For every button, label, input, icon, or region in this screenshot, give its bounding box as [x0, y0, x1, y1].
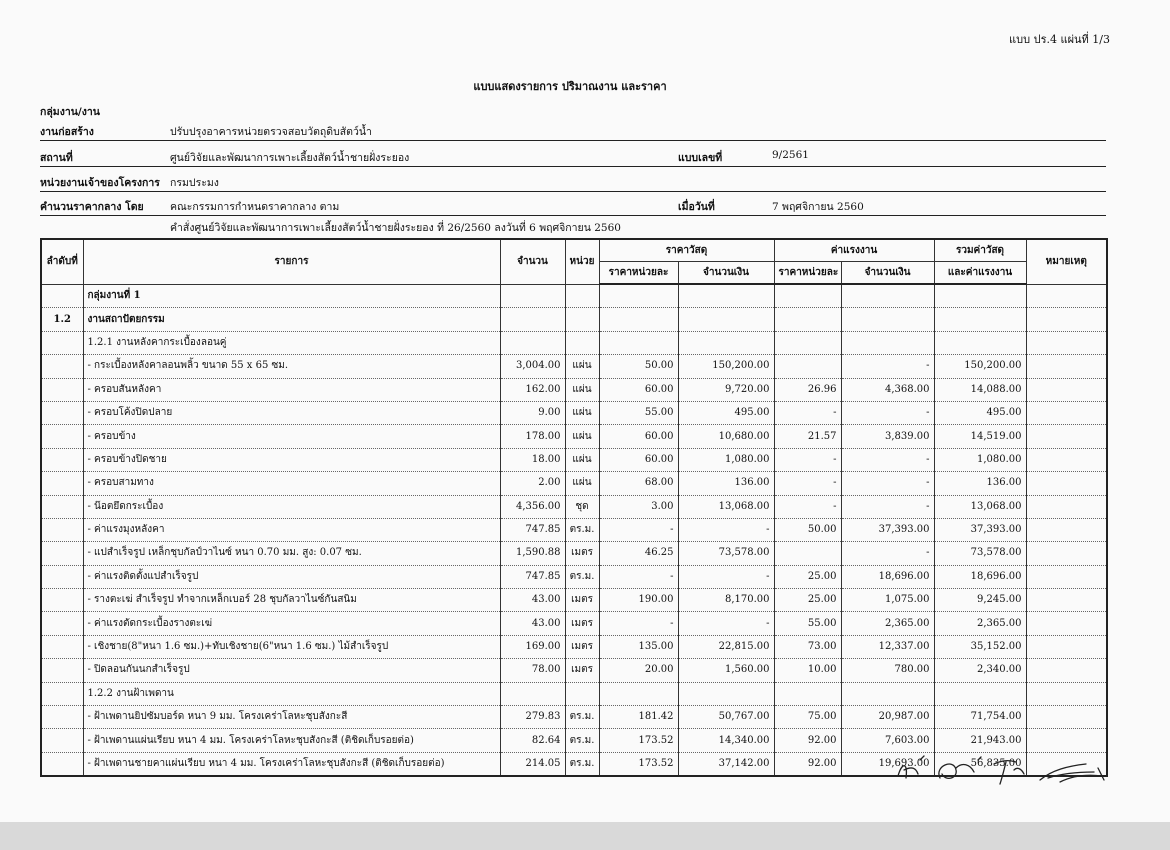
- cell-material-amount: 37,142.00: [678, 752, 774, 776]
- col-header-material-unit-price: ราคาหน่วยละ: [599, 262, 678, 285]
- header-label: สถานที่: [40, 152, 73, 164]
- cell-total-amount: 136.00: [934, 472, 1026, 495]
- cell-unit: ตร.ม.: [565, 565, 599, 588]
- cell-material-amount: 150,200.00: [678, 355, 774, 378]
- cell-material-amount: 1,080.00: [678, 448, 774, 471]
- cell-total-amount: 18,696.00: [934, 565, 1026, 588]
- cell-remark: [1026, 355, 1107, 378]
- cell-unit: แผ่น: [565, 472, 599, 495]
- cell-material-unit-price: 60.00: [599, 425, 678, 448]
- cell-quantity: 169.00: [500, 635, 565, 658]
- cell-remark: [1026, 518, 1107, 541]
- header-label: แบบเลขที่: [678, 152, 723, 164]
- cell-remark: [1026, 565, 1107, 588]
- header-value: กรมประมง: [170, 177, 219, 189]
- cell-material-amount: -: [678, 565, 774, 588]
- table-row: [41, 495, 1107, 518]
- cell-remark: [1026, 706, 1107, 729]
- cell-remark: [1026, 401, 1107, 424]
- cell-item-description: - ปิดลอนกันนกสำเร็จรูป: [83, 659, 500, 682]
- cell-material-amount: 8,170.00: [678, 589, 774, 612]
- col-header-labor: ค่าแรงงาน: [774, 239, 934, 262]
- cell-item-description: - เชิงชาย(8"หนา 1.6 ซม.)+ทับเชิงชาย(6"หนา 1.6 ซม.) ไม้สำเร็จรูป: [83, 635, 500, 658]
- cell-total-amount: 2,365.00: [934, 612, 1026, 635]
- cell-quantity: 78.00: [500, 659, 565, 682]
- cell-total-amount: 71,754.00: [934, 706, 1026, 729]
- cell-material-amount: [678, 331, 774, 354]
- cell-labor-amount: [841, 331, 934, 354]
- cell-labor-amount: 4,368.00: [841, 378, 934, 401]
- cell-material-amount: 9,720.00: [678, 378, 774, 401]
- cell-material-amount: 73,578.00: [678, 542, 774, 565]
- header-value: ศูนย์วิจัยและพัฒนาการเพาะเลี้ยงสัตว์น้ำชายฝั่งระยอง: [170, 152, 410, 164]
- cell-material-unit-price: 173.52: [599, 752, 678, 776]
- cell-row-number: 1.2: [41, 308, 83, 331]
- cell-labor-amount: 12,337.00: [841, 635, 934, 658]
- cell-remark: [1026, 331, 1107, 354]
- col-header-total-sub: และค่าแรงงาน: [934, 262, 1026, 285]
- cell-total-amount: 56,835.00: [934, 752, 1026, 776]
- cell-item-description: - ครอบข้าง: [83, 425, 500, 448]
- cell-labor-unit-price: 26.96: [774, 378, 841, 401]
- cell-item-description: งานสถาปัตยกรรม: [83, 308, 500, 331]
- cell-unit: แผ่น: [565, 355, 599, 378]
- cell-material-amount: 495.00: [678, 401, 774, 424]
- header-label: หน่วยงานเจ้าของโครงการ: [40, 177, 160, 189]
- col-header-unit: หน่วย: [565, 239, 599, 284]
- cell-labor-unit-price: 25.00: [774, 565, 841, 588]
- cell-total-amount: 73,578.00: [934, 542, 1026, 565]
- cell-quantity: 2.00: [500, 472, 565, 495]
- cell-labor-amount: -: [841, 448, 934, 471]
- cell-material-unit-price: 46.25: [599, 542, 678, 565]
- cell-labor-unit-price: -: [774, 472, 841, 495]
- cell-labor-unit-price: 25.00: [774, 589, 841, 612]
- col-header-labor-amount: จำนวนเงิน: [841, 262, 934, 285]
- table-row: [41, 331, 1107, 354]
- cell-item-description: - ฝ้าเพดานชายคาแผ่นเรียบ หนา 4 มม. โครงเคร่าโลหะชุบสังกะสี (ติชิดเก็บรอยต่อ): [83, 752, 500, 776]
- cell-remark: [1026, 448, 1107, 471]
- cell-unit: เมตร: [565, 589, 599, 612]
- cell-row-number: [41, 355, 83, 378]
- cell-row-number: [41, 518, 83, 541]
- header-row-calculator: [40, 193, 1106, 216]
- cell-material-unit-price: 20.00: [599, 659, 678, 682]
- cell-quantity: 9.00: [500, 401, 565, 424]
- cell-labor-amount: -: [841, 401, 934, 424]
- table-row: [41, 448, 1107, 471]
- cell-row-number: [41, 425, 83, 448]
- cell-row-number: [41, 635, 83, 658]
- cell-labor-unit-price: 75.00: [774, 706, 841, 729]
- col-header-item: รายการ: [83, 239, 500, 284]
- col-header-labor-unit-price: ราคาหน่วยละ: [774, 262, 841, 285]
- cell-row-number: [41, 331, 83, 354]
- cell-material-amount: 136.00: [678, 472, 774, 495]
- cell-material-amount: 50,767.00: [678, 706, 774, 729]
- cell-material-amount: 1,560.00: [678, 659, 774, 682]
- cell-item-description: 1.2.1 งานหลังคากระเบื้องลอนคู่: [83, 331, 500, 354]
- cell-labor-unit-price: 50.00: [774, 518, 841, 541]
- cell-labor-amount: 19,693.00: [841, 752, 934, 776]
- table-row: [41, 308, 1107, 331]
- table-row: [41, 518, 1107, 541]
- cell-unit: ตร.ม.: [565, 706, 599, 729]
- cell-total-amount: 9,245.00: [934, 589, 1026, 612]
- signatures-image: [890, 748, 1130, 790]
- cell-unit: เมตร: [565, 659, 599, 682]
- cell-total-amount: 2,340.00: [934, 659, 1026, 682]
- header-label: เมื่อวันที่: [678, 201, 715, 213]
- cell-labor-unit-price: [774, 284, 841, 308]
- table-row: [41, 706, 1107, 729]
- cell-row-number: [41, 752, 83, 776]
- cell-quantity: 18.00: [500, 448, 565, 471]
- cell-labor-unit-price: 21.57: [774, 425, 841, 448]
- cell-unit: ชุด: [565, 495, 599, 518]
- cell-quantity: 178.00: [500, 425, 565, 448]
- cell-unit: ตร.ม.: [565, 518, 599, 541]
- cell-material-amount: -: [678, 518, 774, 541]
- cell-remark: [1026, 589, 1107, 612]
- cell-unit: แผ่น: [565, 425, 599, 448]
- header-value: 9/2561: [772, 149, 809, 161]
- cell-material-amount: 10,680.00: [678, 425, 774, 448]
- cell-material-unit-price: 60.00: [599, 378, 678, 401]
- cell-item-description: - กระเบื้องหลังคาลอนพลิ้ว ขนาด 55 x 65 ซม.: [83, 355, 500, 378]
- cell-row-number: [41, 682, 83, 705]
- cell-labor-unit-price: [774, 682, 841, 705]
- cell-row-number: [41, 284, 83, 308]
- form-number: แบบ ปร.4 แผ่นที่ 1/3: [1009, 33, 1110, 46]
- cell-material-unit-price: 181.42: [599, 706, 678, 729]
- col-header-qty: จำนวน: [500, 239, 565, 284]
- cell-material-unit-price: 173.52: [599, 729, 678, 752]
- cell-quantity: 3,004.00: [500, 355, 565, 378]
- cell-labor-amount: [841, 284, 934, 308]
- cell-material-amount: 13,068.00: [678, 495, 774, 518]
- header-value: 7 พฤศจิกายน 2560: [772, 201, 864, 213]
- cell-labor-amount: -: [841, 355, 934, 378]
- cell-item-description: - ฝ้าเพดานยิปซัมบอร์ด หนา 9 มม. โครงเคร่าโลหะชุบสังกะสี: [83, 706, 500, 729]
- table-header-row: [41, 239, 1107, 262]
- cell-total-amount: 14,519.00: [934, 425, 1026, 448]
- cell-total-amount: 495.00: [934, 401, 1026, 424]
- cell-quantity: [500, 308, 565, 331]
- cell-labor-unit-price: -: [774, 448, 841, 471]
- cell-labor-unit-price: 92.00: [774, 752, 841, 776]
- cell-remark: [1026, 378, 1107, 401]
- cell-material-amount: 14,340.00: [678, 729, 774, 752]
- table-row: [41, 565, 1107, 588]
- cell-quantity: [500, 284, 565, 308]
- cell-labor-unit-price: [774, 542, 841, 565]
- cell-remark: [1026, 682, 1107, 705]
- cell-labor-amount: 780.00: [841, 659, 934, 682]
- cell-unit: เมตร: [565, 542, 599, 565]
- col-header-remark: หมายเหตุ: [1026, 239, 1107, 284]
- cell-material-amount: [678, 682, 774, 705]
- cell-row-number: [41, 542, 83, 565]
- table-row: [41, 682, 1107, 705]
- cell-labor-amount: -: [841, 542, 934, 565]
- cell-item-description: - ค่าแรงติดตั้งแปสำเร็จรูป: [83, 565, 500, 588]
- table-row: [41, 425, 1107, 448]
- cell-item-description: - แปสำเร็จรูป เหล็กชุบกัลป์วาไนซ์ หนา 0.70 มม. สูง: 0.07 ซม.: [83, 542, 500, 565]
- cell-labor-amount: 20,987.00: [841, 706, 934, 729]
- cell-row-number: [41, 706, 83, 729]
- cell-material-unit-price: 190.00: [599, 589, 678, 612]
- cell-quantity: 43.00: [500, 589, 565, 612]
- header-label: งานก่อสร้าง: [40, 126, 94, 138]
- cell-labor-unit-price: [774, 308, 841, 331]
- order-reference: คำสั่งศูนย์วิจัยและพัฒนาการเพาะเลี้ยงสัตว์น้ำชายฝั่งระยอง ที่ 26/2560 ลงวันที่ 6 พฤศจิกายน 2560: [170, 222, 621, 234]
- cell-labor-unit-price: 73.00: [774, 635, 841, 658]
- cell-material-amount: -: [678, 612, 774, 635]
- cell-remark: [1026, 284, 1107, 308]
- cell-unit: เมตร: [565, 612, 599, 635]
- cell-row-number: [41, 565, 83, 588]
- cell-material-unit-price: [599, 308, 678, 331]
- cell-remark: [1026, 659, 1107, 682]
- cell-labor-amount: [841, 308, 934, 331]
- cell-row-number: [41, 659, 83, 682]
- cell-unit: ตร.ม.: [565, 752, 599, 776]
- cell-material-unit-price: 60.00: [599, 448, 678, 471]
- cell-item-description: - ครอบสามทาง: [83, 472, 500, 495]
- cell-quantity: 279.83: [500, 706, 565, 729]
- cell-labor-unit-price: -: [774, 401, 841, 424]
- table-row: [41, 542, 1107, 565]
- cell-remark: [1026, 635, 1107, 658]
- cell-labor-amount: -: [841, 472, 934, 495]
- cell-quantity: 214.05: [500, 752, 565, 776]
- cell-unit: แผ่น: [565, 401, 599, 424]
- cell-total-amount: [934, 682, 1026, 705]
- col-header-material-amount: จำนวนเงิน: [678, 262, 774, 285]
- cell-labor-amount: 3,839.00: [841, 425, 934, 448]
- cell-row-number: [41, 401, 83, 424]
- cell-row-number: [41, 448, 83, 471]
- table-row: [41, 589, 1107, 612]
- cell-item-description: - น๊อตยึดกระเบื้อง: [83, 495, 500, 518]
- cell-labor-unit-price: 92.00: [774, 729, 841, 752]
- cell-total-amount: 150,200.00: [934, 355, 1026, 378]
- cell-material-amount: 22,815.00: [678, 635, 774, 658]
- table-row: [41, 612, 1107, 635]
- cell-item-description: - ครอบข้างปิดชาย: [83, 448, 500, 471]
- cell-unit: ตร.ม.: [565, 729, 599, 752]
- cell-labor-amount: 7,603.00: [841, 729, 934, 752]
- cell-quantity: 747.85: [500, 518, 565, 541]
- cell-row-number: [41, 495, 83, 518]
- cell-total-amount: [934, 284, 1026, 308]
- cell-material-unit-price: -: [599, 565, 678, 588]
- group-label: กลุ่มงาน/งาน: [40, 106, 100, 118]
- cell-total-amount: 37,393.00: [934, 518, 1026, 541]
- cell-material-unit-price: [599, 284, 678, 308]
- cell-total-amount: [934, 308, 1026, 331]
- cell-labor-amount: 18,696.00: [841, 565, 934, 588]
- header-value: ปรับปรุงอาคารหน่วยตรวจสอบวัตถุดิบสัตว์น้ำ: [170, 126, 372, 138]
- cell-total-amount: 13,068.00: [934, 495, 1026, 518]
- table-row: [41, 472, 1107, 495]
- cell-labor-amount: 37,393.00: [841, 518, 934, 541]
- cell-unit: [565, 308, 599, 331]
- cell-material-amount: [678, 284, 774, 308]
- cell-quantity: 82.64: [500, 729, 565, 752]
- cell-unit: แผ่น: [565, 448, 599, 471]
- cell-material-unit-price: 3.00: [599, 495, 678, 518]
- cell-item-description: 1.2.2 งานฝ้าเพดาน: [83, 682, 500, 705]
- cell-labor-amount: 1,075.00: [841, 589, 934, 612]
- cell-material-amount: [678, 308, 774, 331]
- cell-total-amount: 35,152.00: [934, 635, 1026, 658]
- cell-quantity: [500, 331, 565, 354]
- cell-unit: [565, 284, 599, 308]
- cell-labor-amount: [841, 682, 934, 705]
- cell-material-unit-price: -: [599, 612, 678, 635]
- cell-row-number: [41, 378, 83, 401]
- cell-quantity: 43.00: [500, 612, 565, 635]
- cell-material-unit-price: 55.00: [599, 401, 678, 424]
- cell-total-amount: 21,943.00: [934, 729, 1026, 752]
- table-row: [41, 635, 1107, 658]
- col-header-no: ลำดับที่: [41, 239, 83, 284]
- table-row: [41, 284, 1107, 308]
- cell-material-unit-price: 68.00: [599, 472, 678, 495]
- cell-labor-unit-price: 55.00: [774, 612, 841, 635]
- cell-quantity: [500, 682, 565, 705]
- cell-material-unit-price: [599, 682, 678, 705]
- cell-quantity: 4,356.00: [500, 495, 565, 518]
- cell-quantity: 747.85: [500, 565, 565, 588]
- cell-unit: แผ่น: [565, 378, 599, 401]
- document-title: แบบแสดงรายการ ปริมาณงาน และราคา: [473, 80, 667, 93]
- cell-unit: เมตร: [565, 635, 599, 658]
- cell-item-description: - ฝ้าเพดานแผ่นเรียบ หนา 4 มม. โครงเคร่าโลหะชุบสังกะสี (ติชิดเก็บรอยต่อ): [83, 729, 500, 752]
- cell-total-amount: [934, 331, 1026, 354]
- col-header-total: รวมค่าวัสดุ: [934, 239, 1026, 262]
- cell-unit: [565, 682, 599, 705]
- cell-quantity: 162.00: [500, 378, 565, 401]
- header-row-owner: [40, 169, 1106, 192]
- cell-item-description: - ครอบโค้งปิดปลาย: [83, 401, 500, 424]
- cell-total-amount: 14,088.00: [934, 378, 1026, 401]
- cell-row-number: [41, 729, 83, 752]
- cell-quantity: 1,590.88: [500, 542, 565, 565]
- cell-item-description: - ค่าแรงมุงหลังคา: [83, 518, 500, 541]
- cell-material-unit-price: -: [599, 518, 678, 541]
- cell-item-description: กลุ่มงานที่ 1: [83, 284, 500, 308]
- header-row-project: [40, 118, 1106, 141]
- cell-remark: [1026, 495, 1107, 518]
- cell-labor-unit-price: -: [774, 495, 841, 518]
- cell-remark: [1026, 425, 1107, 448]
- table-row: [41, 659, 1107, 682]
- cell-remark: [1026, 542, 1107, 565]
- cell-material-unit-price: 50.00: [599, 355, 678, 378]
- cell-remark: [1026, 472, 1107, 495]
- cell-total-amount: 1,080.00: [934, 448, 1026, 471]
- col-header-material: ราคาวัสดุ: [599, 239, 774, 262]
- cell-material-unit-price: [599, 331, 678, 354]
- cell-labor-unit-price: [774, 331, 841, 354]
- cell-remark: [1026, 308, 1107, 331]
- table-row: [41, 401, 1107, 424]
- table-row: [41, 355, 1107, 378]
- cell-row-number: [41, 589, 83, 612]
- header-label: คำนวนราคากลาง โดย: [40, 201, 144, 213]
- items-table: [40, 238, 1108, 777]
- cell-unit: [565, 331, 599, 354]
- cell-row-number: [41, 612, 83, 635]
- header-value: คณะกรรมการกำหนดราคากลาง ตาม: [170, 201, 340, 213]
- cell-remark: [1026, 612, 1107, 635]
- cell-labor-unit-price: 10.00: [774, 659, 841, 682]
- cell-item-description: - ค่าแรงตัดกระเบื้องรางตะเฆ่: [83, 612, 500, 635]
- table-row: [41, 378, 1107, 401]
- header-row-location: [40, 144, 1106, 167]
- cell-labor-unit-price: [774, 355, 841, 378]
- cell-item-description: - ครอบสันหลังคา: [83, 378, 500, 401]
- cell-item-description: - รางตะเฆ่ สำเร็จรูป ทำจากเหล็กเบอร์ 28 ชุบกัลวาไนซ์กันสนิม: [83, 589, 500, 612]
- cell-row-number: [41, 472, 83, 495]
- cell-labor-amount: -: [841, 495, 934, 518]
- cell-labor-amount: 2,365.00: [841, 612, 934, 635]
- cell-material-unit-price: 135.00: [599, 635, 678, 658]
